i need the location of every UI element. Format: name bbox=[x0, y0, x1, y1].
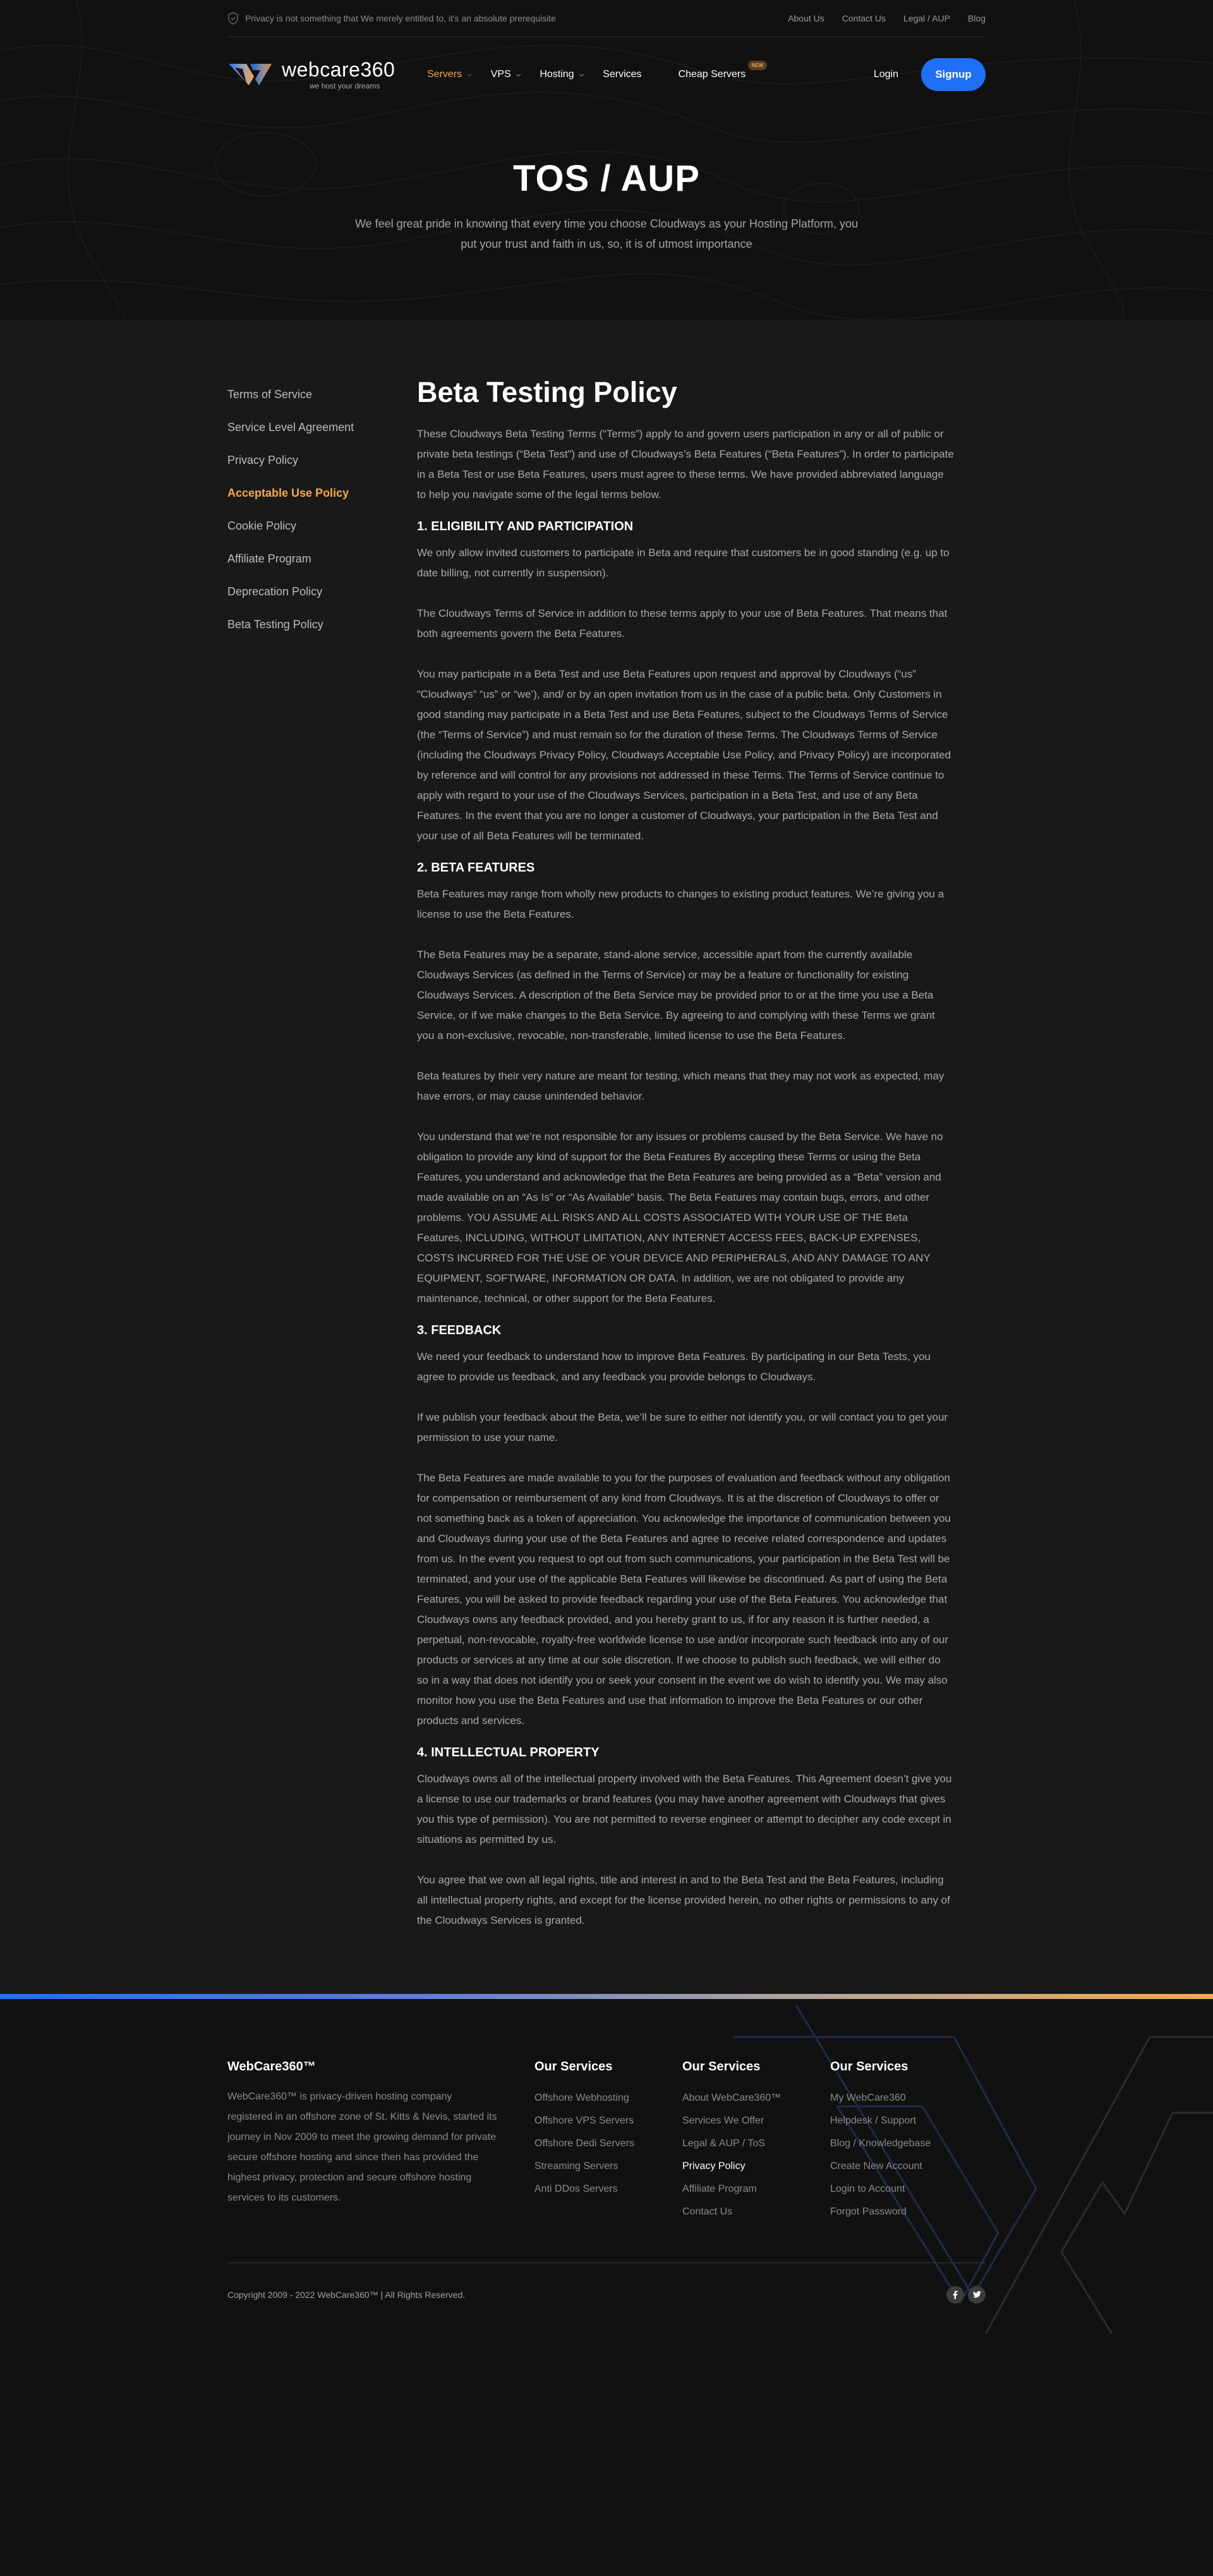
privacy-tagline: Privacy is not something that We merely entitled to, it's an absolute prerequisite bbox=[245, 13, 556, 23]
twitter-icon[interactable] bbox=[968, 2286, 986, 2304]
footer-column-title: Our Services bbox=[682, 2060, 761, 2074]
footer-link-offshore-dedi-servers[interactable]: Offshore Dedi Servers bbox=[534, 2138, 634, 2149]
footer-column-title: Our Services bbox=[534, 2060, 613, 2074]
sidebar-item-beta-testing-policy[interactable]: Beta Testing Policy bbox=[227, 618, 323, 631]
login-link[interactable]: Login bbox=[873, 69, 898, 80]
webcare360-logo-mark bbox=[227, 63, 273, 87]
footer-column-title: Our Services bbox=[830, 2060, 908, 2074]
section-paragraph: You may participate in a Beta Test and use Beta Features upon request and approval by Cloudways (“us” “Cloudways” “us” or “we’), and/ or by an open invitation from us in the case of a public beta. Only Customers in good standing may participate in a Beta Test and use Beta Features, subject to the Cloudways Terms of Service (the “Terms of Service”) and must remain so for the duration of these Terms. The Cloudways Terms of Service (including the Cloudways Privacy Policy, Cloudways Acceptable Use Policy, and Privacy Policy) are incorporated by reference and will control for any provisions not addressed in these Terms. The Terms of Service continue to apply with regard to your use of the Cloudways Services, participation in a Beta Test, and use of any Beta Features. In the event that you are no longer a customer of Cloudways, your participation in the Beta Test and your use of all Beta Features will be terminated. bbox=[417, 668, 951, 842]
section-heading: 4. INTELLECTUAL PROPERTY bbox=[417, 1746, 600, 1759]
chevron-down-icon: ⌵ bbox=[516, 71, 521, 78]
footer-about bbox=[227, 2060, 534, 2223]
footer-link-offshore-vps-servers[interactable]: Offshore VPS Servers bbox=[534, 2115, 634, 2126]
section-paragraph: The Beta Features may be a separate, stand-alone service, accessible apart from the currently available Cloudways Services (as defined in the Terms of Service) or may be a feature or functionality for existing Cloudways Services. A description of the Beta Service may be provided prior to or at the time you use a Beta Service, or if we make changes to the Beta Service. By agreeing to and complying with these Terms we grant you a non-exclusive, revocable, non-transferable, limited license to use the Beta Features. bbox=[417, 949, 935, 1042]
brand-tagline: we host your dreams bbox=[310, 82, 380, 90]
chevron-down-icon: ⌵ bbox=[579, 71, 584, 78]
topbar-link-blog[interactable]: Blog bbox=[967, 13, 986, 23]
page-title: TOS / AUP bbox=[513, 158, 700, 199]
footer-link-forgot-password[interactable]: Forgot Password bbox=[830, 2206, 907, 2217]
nav-item-label: Cheap Servers bbox=[678, 69, 746, 80]
hero-section bbox=[0, 0, 1213, 320]
nav-item-label: Hosting bbox=[540, 69, 574, 80]
section-heading: 3. FEEDBACK bbox=[417, 1323, 502, 1337]
section-paragraph: Beta Features may range from wholly new products to changes to existing product features. We’re giving you a license to use the Beta Features. bbox=[417, 888, 944, 920]
section-paragraph: If we publish your feedback about the Beta, we’ll be sure to either not identify you, or will contact you to get your permission to use your name. bbox=[417, 1411, 948, 1443]
footer-gradient-divider bbox=[0, 1994, 1213, 1999]
sidebar-item-deprecation-policy[interactable]: Deprecation Policy bbox=[227, 585, 323, 598]
topbar-link-legal-aup[interactable]: Legal / AUP bbox=[903, 13, 950, 23]
nav-item-hosting[interactable] bbox=[540, 69, 584, 80]
main-navbar bbox=[227, 37, 986, 112]
footer-column-account bbox=[830, 2060, 978, 2223]
footer-column-company bbox=[682, 2060, 830, 2223]
logo[interactable] bbox=[227, 59, 417, 90]
footer-link-services-we-offer[interactable]: Services We Offer bbox=[682, 2115, 764, 2126]
policy-article bbox=[417, 375, 954, 1943]
footer-link-helpdesk-support[interactable]: Helpdesk / Support bbox=[830, 2115, 917, 2126]
nav-item-label: VPS bbox=[490, 69, 511, 80]
section-paragraph: Beta features by their very nature are meant for testing, which means that they may not work as expected, may have errors, or may cause unintended behavior. bbox=[417, 1070, 944, 1102]
sidebar-item-acceptable-use-policy[interactable]: Acceptable Use Policy bbox=[227, 487, 349, 499]
sidebar-item-service-level-agreement[interactable]: Service Level Agreement bbox=[227, 421, 354, 434]
sidebar-item-terms-of-service[interactable]: Terms of Service bbox=[227, 388, 313, 401]
nav-item-cheap-servers[interactable] bbox=[678, 63, 764, 80]
section-paragraph: The Cloudways Terms of Service in addition to these terms apply to your use of Beta Features. That means that both agreements govern the Beta Features. bbox=[417, 607, 948, 640]
footer-link-blog-knowledgebase[interactable]: Blog / Knowledgebase bbox=[830, 2138, 931, 2149]
footer-link-my-webcare360[interactable]: My WebCare360 bbox=[830, 2093, 906, 2103]
sidebar-item-privacy-policy[interactable]: Privacy Policy bbox=[227, 454, 299, 466]
footer-link-login-to-account[interactable]: Login to Account bbox=[830, 2184, 905, 2194]
footer-link-anti-ddos-servers[interactable]: Anti DDos Servers bbox=[534, 2184, 618, 2194]
section-paragraph: You agree that we own all legal rights, title and interest in and to the Beta Test and the Beta Features, including all intellectual property rights, and except for the license provided herein, no other rights or permissions to any of the Cloudways Services is granted. bbox=[417, 1874, 950, 1926]
chevron-down-icon: ⌵ bbox=[467, 71, 472, 78]
signup-button[interactable]: Signup bbox=[921, 58, 986, 91]
main-content-section bbox=[0, 320, 1213, 1994]
section-paragraph: We only allow invited customers to participate in Beta and require that customers be in good standing (e.g. up to date billing, not currently in suspension). bbox=[417, 547, 950, 579]
section-paragraph: Cloudways owns all of the intellectual property involved with the Beta Features. This Agreement doesn’t give you a license to use our trademarks or brand features (you may have another agreement with Cloudways that gives you this type of permission). You are not permitted to reverse engineer or attempt to decipher any code except in situations as permitted by us. bbox=[417, 1773, 952, 1845]
shield-check-icon bbox=[227, 12, 239, 25]
site-footer bbox=[0, 1999, 1213, 2334]
footer-link-offshore-webhosting[interactable]: Offshore Webhosting bbox=[534, 2093, 629, 2103]
footer-bottom-bar bbox=[227, 2263, 986, 2326]
nav-item-label: Servers bbox=[427, 69, 462, 80]
footer-link-contact-us[interactable]: Contact Us bbox=[682, 2206, 733, 2217]
sidebar-item-affiliate-program[interactable]: Affiliate Program bbox=[227, 552, 311, 565]
nav-item-services[interactable] bbox=[603, 69, 641, 80]
page-subtitle: We feel great pride in knowing that every time you choose Cloudways as your Hosting Platform, you put your trust and faith in us, so, it is of utmost importance bbox=[354, 217, 859, 250]
brand-name: webcare360 bbox=[282, 58, 395, 81]
copyright-text: Copyright 2009 - 2022 WebCare360™ | All Rights Reserved. bbox=[227, 2289, 466, 2300]
topbar-link-about-us[interactable]: About Us bbox=[788, 13, 824, 23]
nav-item-servers[interactable] bbox=[427, 69, 472, 80]
policy-title: Beta Testing Policy bbox=[417, 376, 677, 408]
footer-about-text: WebCare360™ is privacy-driven hosting company registered in an offshore zone of St. Kitts & Nevis, started its journey in Nov 2009 to meet the growing demand for private secure offshore hosting and since then has provided the highest privacy, protection and secure offshore hosting services to its customers. bbox=[227, 2091, 497, 2203]
policy-intro: These Cloudways Beta Testing Terms (“Terms”) apply to and govern users participation in any or all of public or private beta testings (“Beta Test”) and use of Cloudways’s Beta Features (“Beta Features”). In order to participate in a Beta Test or use Beta Features, users must agree to these terms. We have provided abbreviated language to help you navigate some of the legal terms below. bbox=[417, 428, 954, 501]
footer-link-affiliate-program[interactable]: Affiliate Program bbox=[682, 2184, 757, 2194]
sidebar-item-cookie-policy[interactable]: Cookie Policy bbox=[227, 519, 297, 532]
facebook-icon[interactable] bbox=[946, 2286, 964, 2304]
primary-nav bbox=[427, 63, 764, 80]
footer-link-streaming-servers[interactable]: Streaming Servers bbox=[534, 2161, 619, 2172]
top-bar bbox=[227, 0, 986, 37]
section-heading: 1. ELIGIBILITY AND PARTICIPATION bbox=[417, 519, 634, 533]
policy-sidebar bbox=[227, 375, 417, 1943]
section-heading: 2. BETA FEATURES bbox=[417, 861, 535, 875]
footer-about-title: WebCare360™ bbox=[227, 2060, 316, 2074]
footer-link-legal-aup-tos[interactable]: Legal & AUP / ToS bbox=[682, 2138, 766, 2149]
section-paragraph: You understand that we’re not responsible for any issues or problems caused by the Beta Service. We have no obligation to provide any kind of support for the Beta Features By accepting these Terms or using the Beta Features, you understand and acknowledge that the Beta Features are being provided as a “Beta” version and made available on an “As Is” or “As Available” basis. The Beta Features may contain bugs, errors, and other problems. YOU ASSUME ALL RISKS AND ALL COSTS ASSOCIATED WITH YOUR USE OF THE Beta Features, INCLUDING, WITHOUT LIMITATION, ANY INTERNET ACCESS FEES, BACK-UP EXPENSES, COSTS INCURRED FOR THE USE OF YOUR DEVICE AND PERIPHERALS, AND ANY DAMAGE TO ANY EQUIPMENT, SOFTWARE, INFORMATION OR DATA. In addition, we are not obligated to provide any maintenance, technical, or other support for the Beta Features. bbox=[417, 1131, 943, 1304]
footer-column-services bbox=[534, 2060, 682, 2223]
footer-link-create-new-account[interactable]: Create New Account bbox=[830, 2161, 922, 2172]
new-badge: NEW bbox=[748, 61, 768, 70]
section-paragraph: We need your feedback to understand how to improve Beta Features. By participating in our Beta Tests, you agree to provide us feedback, and any feedback you provide belongs to Cloudways. bbox=[417, 1351, 931, 1383]
nav-item-vps[interactable] bbox=[491, 69, 521, 80]
nav-item-label: Services bbox=[603, 69, 642, 80]
footer-link-privacy-policy[interactable]: Privacy Policy bbox=[682, 2161, 745, 2172]
topbar-link-contact-us[interactable]: Contact Us bbox=[842, 13, 886, 23]
footer-link-about-webcare360[interactable]: About WebCare360™ bbox=[682, 2093, 782, 2103]
section-paragraph: The Beta Features are made available to you for the purposes of evaluation and feedback without any obligation for compensation or reimbursement of any kind from Cloudways. It is at the discretion of Cloudways to offer or not something back as a token of appreciation. You acknowledge the importance of communication between you and Cloudways during your use of the Beta Features and agree to receive related correspondence and updates from us. In the event you request to opt out from such communications, your participation in the Beta Test will be terminated, and your use of the applicable Beta Features will likewise be discontinued. As part of using the Beta Features, you will be asked to provide feedback regarding your use of the Beta Features. You acknowledge that Cloudways owns any feedback provided, and you hereby grant to us, if for any reason it is further needed, a perpetual, non-revocable, royalty-free worldwide license to use and/or incorporate such feedback into any of our products or services at any time at our sole discretion. If we choose to publish such feedback, we will either do so in a way that does not identify you or seek your consent in the event we do wish to identify you. We may also monitor how you use the Beta Features and use that information to improve the Beta Features or our other products and services. bbox=[417, 1472, 951, 1727]
